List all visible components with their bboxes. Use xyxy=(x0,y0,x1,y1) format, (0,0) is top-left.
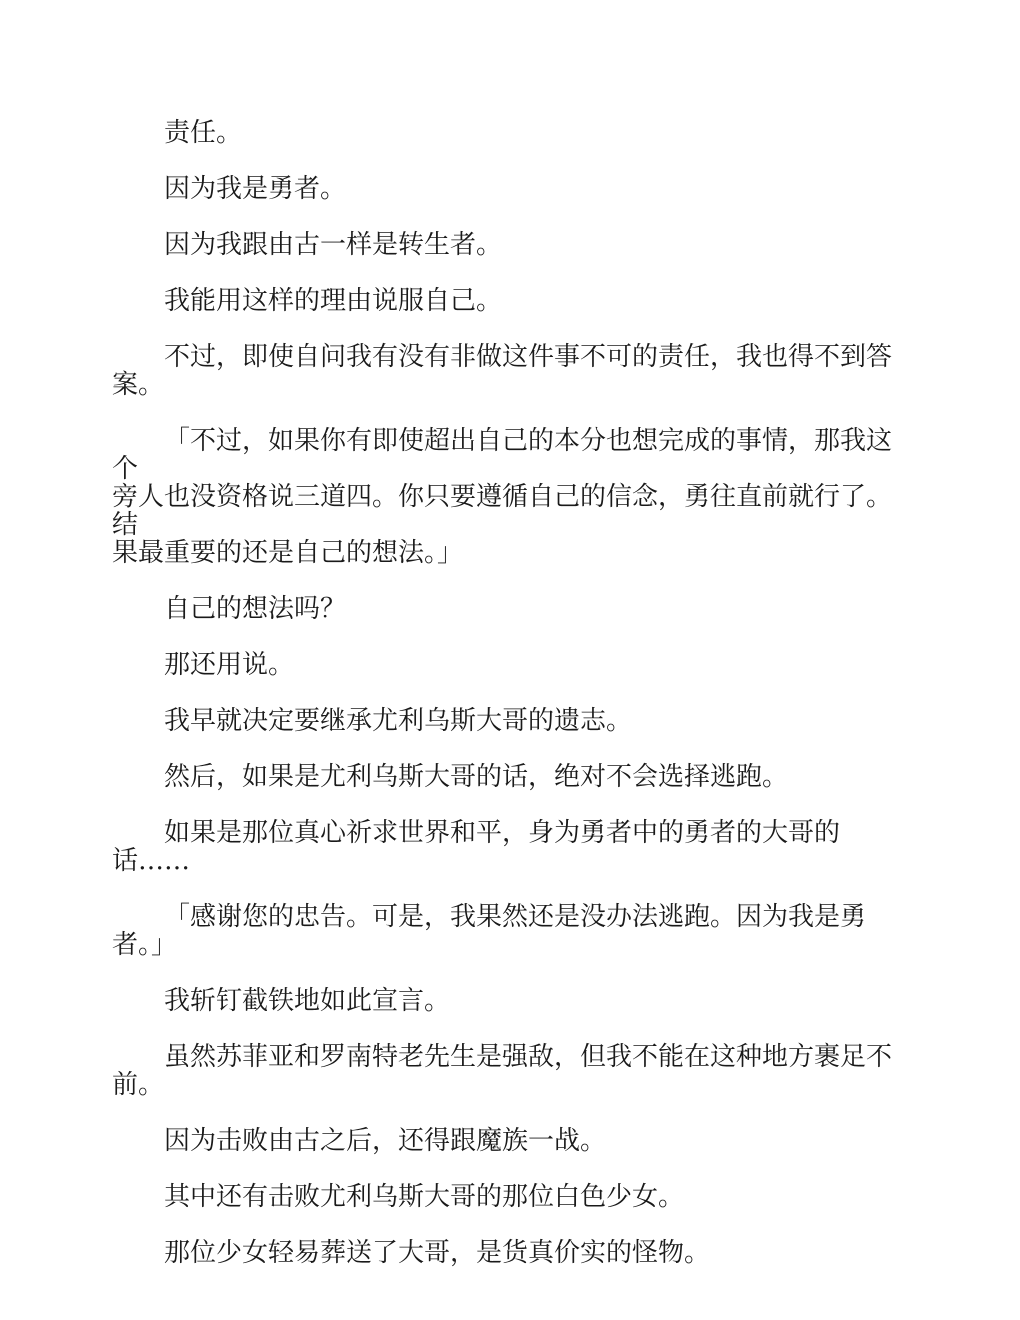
paragraph-11: 如果是那位真心祈求世界和平，身为勇者中的勇者的大哥的话…… xyxy=(112,818,841,876)
text-content xyxy=(112,119,906,1267)
paragraph-12: 「感谢您的忠告。可是，我果然还是没办法逃跑。因为我是勇 者。」 xyxy=(112,902,867,960)
paragraph-14: 虽然苏菲亚和罗南特老先生是强敌，但我不能在这种地方裹足不 前。 xyxy=(112,1042,893,1100)
paragraph-1: 责任。 xyxy=(164,118,243,148)
paragraph-17: 那位少女轻易葬送了大哥，是货真价实的怪物。 xyxy=(164,1238,711,1268)
paragraph-16: 其中还有击败尤利乌斯大哥的那位白色少女。 xyxy=(164,1182,685,1212)
paragraph-8: 那还用说。 xyxy=(164,650,295,680)
paragraph-15: 因为击败由古之后，还得跟魔族一战。 xyxy=(164,1126,607,1156)
paragraph-6: 「不过，如果你有即使超出自己的本分也想完成的事情，那我这个 旁人也没资格说三道四。你只要遵循自己的信念，勇往直前就行了。结 果最重要的还是自己的想法。」 xyxy=(112,426,893,568)
paragraph-7: 自己的想法吗？ xyxy=(164,594,347,624)
paragraph-9: 我早就决定要继承尤利乌斯大哥的遗志。 xyxy=(164,706,633,736)
paragraph-10: 然后，如果是尤利乌斯大哥的话，绝对不会选择逃跑。 xyxy=(164,762,789,792)
paragraph-4: 我能用这样的理由说服自己。 xyxy=(164,286,503,316)
paragraph-2: 因为我是勇者。 xyxy=(164,174,347,204)
paragraph-13: 我斩钉截铁地如此宣言。 xyxy=(164,986,451,1016)
paragraph-5: 不过，即使自问我有没有非做这件事不可的责任，我也得不到答 案。 xyxy=(112,342,893,400)
paragraph-3: 因为我跟由古一样是转生者。 xyxy=(164,230,503,260)
